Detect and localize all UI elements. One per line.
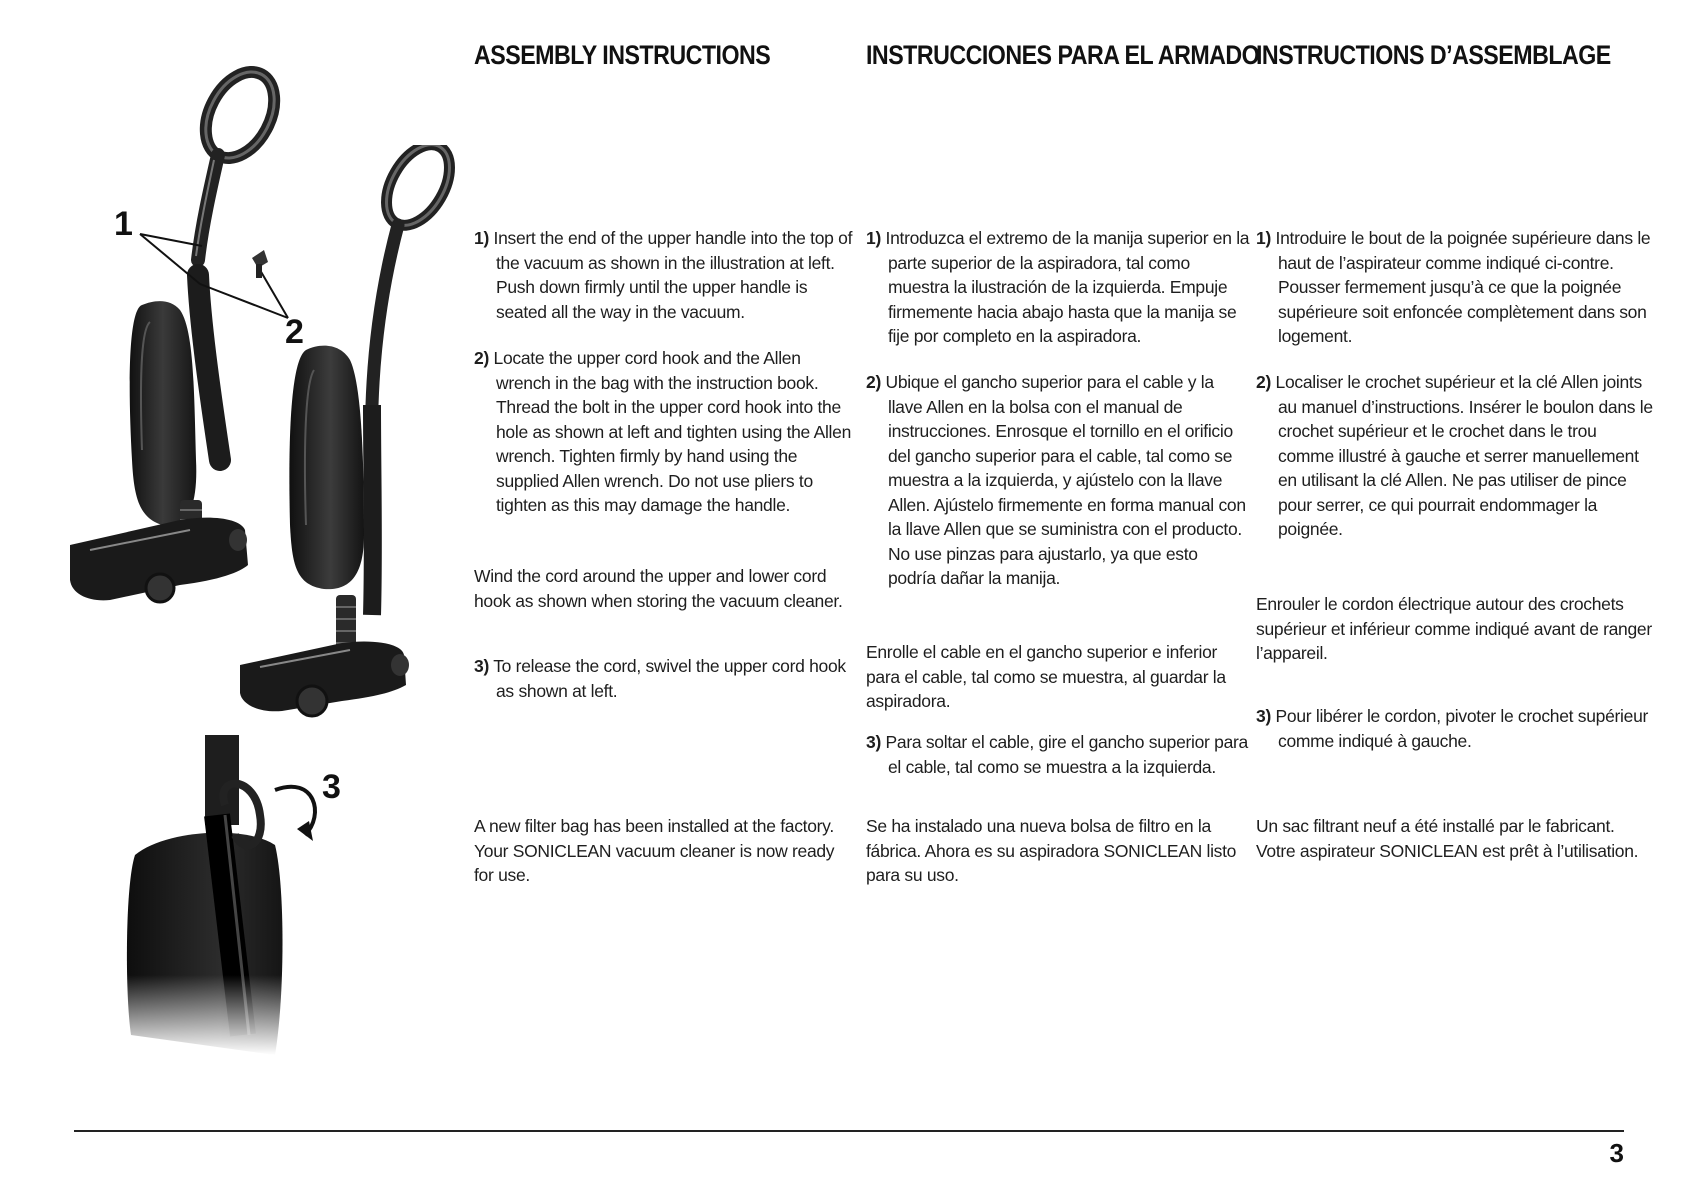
step-2-english (474, 346, 856, 518)
step-3-english (474, 654, 856, 703)
heading-french: INSTRUCTIONS D’ASSEMBLAGE (1256, 40, 1611, 70)
final-note-spanish: Se ha instalado una nueva bolsa de filtro en la fábrica. Ahora es su aspiradora SONICLEAN listo para su uso. (866, 816, 1237, 885)
wind-cord-english: Wind the cord around the upper and lower cord hook as shown when storing the vacuum cleaner. (474, 566, 843, 611)
callout-lines (130, 200, 300, 330)
step-number: 3 ) (1256, 706, 1271, 726)
step-3-french (1256, 704, 1656, 753)
step-1-french (1256, 226, 1656, 349)
step-2-french (1256, 370, 1656, 542)
step-number: 3 ) (474, 656, 489, 676)
step-3-spanish (866, 730, 1250, 779)
heading-spanish: INSTRUCCIONES PARA EL ARMADO (866, 40, 1260, 70)
page-number: 3 (1609, 1138, 1624, 1168)
footer-rule (74, 1130, 1624, 1132)
step-number: 1 ) (1256, 228, 1271, 248)
step-number: 2 ) (1256, 372, 1271, 392)
step-text: To release the cord, swivel the upper cord hook as shown at left. (493, 656, 846, 701)
step-text: Introduzca el extremo de la manija superior en la parte superior de la aspiradora, tal como muestra la ilustración de la izquierda. Empuje firmemente hacia abajo hasta que la manija se fije por completo en la aspiradora. (885, 228, 1250, 346)
step-text: Locate the upper cord hook and the Allen wrench in the bag with the instruction book. Thread the bolt in the upper cord hook into the hole as shown at left and tighten using the Allen wrench. Tighten firmly by hand using the supplied Allen wrench. Do not use pliers to tighten as this may damage the handle. (493, 348, 852, 515)
callout-2: 2 (285, 313, 304, 351)
step-number: 1 ) (474, 228, 489, 248)
step-text: Localiser le crochet supérieur et la clé Allen joints au manuel d’instructions. Insérer le boulon dans le crochet supérieur et le crochet dans le trou comme illustré à gauche et serrer manuellement en utilisant la clé Allen. Ne pas utiliser de pince pour serrer, ce qui pourrait endommager la poignée. (1275, 372, 1653, 539)
step-text: Pour libérer le cordon, pivoter le crochet supérieur comme indiqué à gauche. (1275, 706, 1649, 751)
callout-3: 3 (322, 768, 341, 806)
final-note-english: A new filter bag has been installed at the factory. Your SONICLEAN vacuum cleaner is now ready for use. (474, 816, 835, 885)
step-number: 2 ) (474, 348, 489, 368)
step-number: 3 ) (866, 732, 881, 752)
step-text: Ubique el gancho superior para el cable y la llave Allen en la bolsa con el manual de instrucciones. Enrosque el tornillo en el orificio del gancho superior para el cable, tal como se muestra a la izquierda, y ajústelo con la llave Allen. Ajústelo firmemente en forma manual con la llave Allen que se suministra con el producto. No use pinzas para ajustarlo, ya que esto podría dañar la manija. (885, 372, 1246, 588)
wind-cord-french: Enrouler le cordon électrique autour des crochets supérieur et inférieur comme indiqué avant de ranger l’appareil. (1256, 594, 1652, 663)
callout-1: 1 (114, 205, 133, 243)
step-number: 2 ) (866, 372, 881, 392)
step-1-english (474, 226, 856, 324)
step-2-spanish (866, 370, 1250, 591)
step-1-spanish (866, 226, 1250, 349)
cord-hook-closeup (125, 735, 350, 1055)
heading-english: ASSEMBLY INSTRUCTIONS (474, 40, 771, 70)
step-text: Para soltar el cable, gire el gancho superior para el cable, tal como se muestra a la izquierda. (885, 732, 1248, 777)
step-text: Introduire le bout de la poignée supérieure dans le haut de l’aspirateur comme indiqué ci-contre. Pousser fermement jusqu’à ce que la poignée supérieure soit enfoncée complètement dans son logement. (1275, 228, 1651, 346)
final-note-french: Un sac filtrant neuf a été installé par le fabricant. Votre aspirateur SONICLEAN est prêt à l’utilisation. (1256, 816, 1639, 861)
wind-cord-spanish: Enrolle el cable en el gancho superior e inferior para el cable, tal como se muestra, al guardar la aspiradora. (866, 642, 1226, 711)
step-number: 1 ) (866, 228, 881, 248)
step-text: Insert the end of the upper handle into the top of the vacuum as shown in the illustration at left. Push down firmly until the upper handle is seated all the way in the vacuum. (493, 228, 853, 322)
